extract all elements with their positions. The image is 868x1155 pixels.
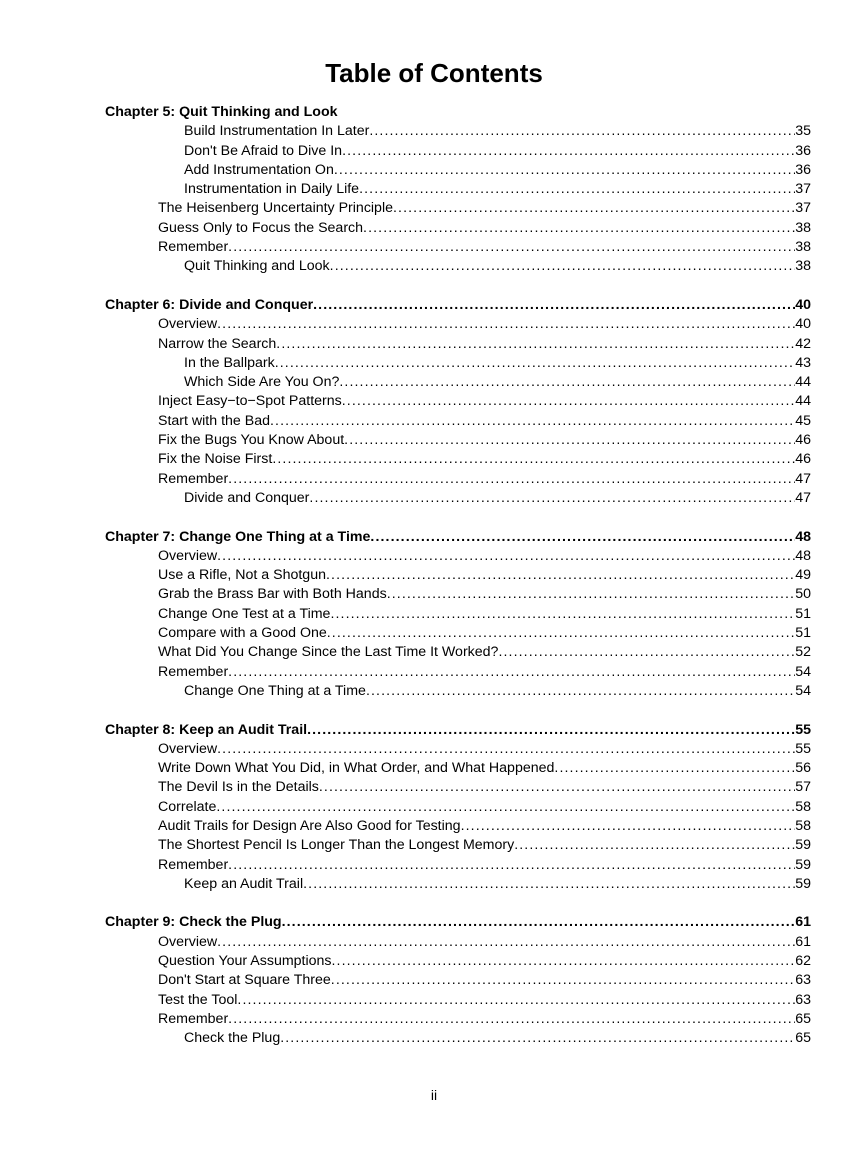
toc-page-number: 65 bbox=[795, 1030, 811, 1047]
dot-leader bbox=[313, 296, 795, 315]
toc-page-number: 65 bbox=[795, 1010, 811, 1027]
toc-entry-label: Check the Plug bbox=[184, 1030, 281, 1047]
toc-entry-label: Don't Start at Square Three bbox=[158, 972, 331, 989]
toc-page-number: 51 bbox=[795, 605, 811, 622]
dot-leader bbox=[334, 161, 795, 180]
toc-page-number: 38 bbox=[795, 258, 811, 275]
toc-entry-label: Chapter 7: Change One Thing at a Time bbox=[105, 528, 371, 545]
toc-page-number: 54 bbox=[795, 663, 811, 680]
toc-page-number: 62 bbox=[795, 953, 811, 970]
toc-section-entry[interactable] bbox=[0, 470, 868, 489]
dot-leader bbox=[393, 199, 795, 218]
toc-section-entry[interactable] bbox=[0, 412, 868, 431]
toc-section-entry[interactable] bbox=[0, 991, 868, 1010]
toc-entry-label: Audit Trails for Design Are Also Good for Testing bbox=[158, 817, 461, 834]
toc-entry-label: Overview bbox=[158, 740, 218, 757]
toc-page-number: 58 bbox=[795, 817, 811, 834]
toc-entry-label: The Devil Is in the Details bbox=[158, 779, 319, 796]
toc-entry-label: Add Instrumentation On bbox=[184, 161, 334, 178]
toc-page-number: 35 bbox=[795, 123, 811, 140]
dot-leader bbox=[332, 952, 796, 971]
toc-section-entry[interactable] bbox=[0, 238, 868, 257]
dot-leader bbox=[275, 354, 796, 373]
toc-page-number: 59 bbox=[795, 856, 811, 873]
chapter-spacer bbox=[0, 701, 868, 720]
dot-leader bbox=[276, 335, 795, 354]
dot-leader bbox=[461, 817, 796, 836]
dot-leader bbox=[309, 489, 795, 508]
toc-section-entry[interactable] bbox=[0, 547, 868, 566]
toc-entry-label: Chapter 8: Keep an Audit Trail bbox=[105, 721, 308, 738]
toc-section-entry[interactable] bbox=[0, 392, 868, 411]
page-title: Table of Contents bbox=[325, 58, 543, 88]
dot-leader bbox=[344, 431, 795, 450]
dot-leader bbox=[228, 856, 795, 875]
toc-page-number: 56 bbox=[795, 760, 811, 777]
dot-leader bbox=[303, 875, 795, 894]
toc-entry-label: Grab the Brass Bar with Both Hands bbox=[158, 586, 387, 603]
toc-page-number: 59 bbox=[795, 837, 811, 854]
toc-page-number: 45 bbox=[795, 412, 811, 429]
toc-entry-label: Quit Thinking and Look bbox=[184, 258, 330, 275]
toc-subsection-entry[interactable] bbox=[0, 875, 868, 894]
toc-entry-label: Chapter 5: Quit Thinking and Look bbox=[105, 104, 338, 120]
toc-section-entry[interactable] bbox=[0, 952, 868, 971]
toc-entry-label: Chapter 9: Check the Plug bbox=[105, 914, 282, 931]
toc-page-number: 47 bbox=[795, 489, 811, 506]
toc-page-number: 44 bbox=[795, 374, 811, 391]
toc-page-number: 36 bbox=[795, 161, 811, 178]
dot-leader bbox=[217, 740, 795, 759]
toc-entry-label: Fix the Noise First bbox=[158, 451, 273, 468]
toc-entry-label: Write Down What You Did, in What Order, and What Happened bbox=[158, 760, 555, 777]
toc-section-entry[interactable] bbox=[0, 836, 868, 855]
toc-entry-label: Narrow the Search bbox=[158, 335, 277, 352]
toc-page-number: 61 bbox=[795, 914, 811, 931]
toc-page-number: 57 bbox=[795, 779, 811, 796]
toc-entry-label: Remember bbox=[158, 663, 229, 680]
page-number-footer: ii bbox=[430, 1087, 438, 1103]
dot-leader bbox=[216, 798, 795, 817]
toc-section-entry[interactable] bbox=[0, 605, 868, 624]
toc-page-number: 46 bbox=[795, 451, 811, 468]
toc-section-entry[interactable] bbox=[0, 431, 868, 450]
toc-entry-label: What Did You Change Since the Last Time It Worked? bbox=[158, 644, 499, 661]
toc-chapter-entry[interactable] bbox=[0, 103, 868, 122]
toc-entry-label: Overview bbox=[158, 933, 218, 950]
toc-page-number: 42 bbox=[795, 335, 811, 352]
toc-entry-label: Keep an Audit Trail bbox=[184, 875, 304, 892]
toc-page-number: 40 bbox=[795, 296, 811, 313]
chapter-spacer bbox=[0, 508, 868, 527]
toc-entry-label: Compare with a Good One bbox=[158, 625, 327, 642]
toc-page-number: 61 bbox=[795, 933, 811, 950]
toc-subsection-entry[interactable] bbox=[0, 1029, 868, 1048]
toc-entry-label: In the Ballpark bbox=[184, 354, 275, 371]
dot-leader bbox=[217, 933, 795, 952]
dot-leader bbox=[342, 142, 795, 161]
toc-entry-label: Build Instrumentation In Later bbox=[184, 123, 370, 140]
dot-leader bbox=[228, 1010, 795, 1029]
dot-leader bbox=[366, 682, 795, 701]
toc-chapter-entry[interactable] bbox=[0, 528, 868, 547]
toc-entry-label: Test the Tool bbox=[158, 991, 238, 1008]
toc-entry-label: Remember bbox=[158, 856, 229, 873]
toc-subsection-entry[interactable] bbox=[0, 180, 868, 199]
toc-page-number: 58 bbox=[795, 798, 811, 815]
toc-page-number: 40 bbox=[795, 316, 811, 333]
toc-entry-label: Remember bbox=[158, 1010, 229, 1027]
dot-leader bbox=[331, 971, 795, 990]
chapter-spacer bbox=[0, 277, 868, 296]
toc-section-entry[interactable] bbox=[0, 199, 868, 218]
toc-entry-label: Use a Rifle, Not a Shotgun bbox=[158, 567, 326, 584]
toc-section-entry[interactable] bbox=[0, 585, 868, 604]
dot-leader bbox=[307, 721, 795, 740]
toc-page-number: 38 bbox=[795, 239, 811, 256]
toc-entry-label: Change One Test at a Time bbox=[158, 605, 331, 622]
dot-leader bbox=[339, 373, 795, 392]
toc-section-entry[interactable] bbox=[0, 798, 868, 817]
toc-section-entry[interactable] bbox=[0, 315, 868, 334]
toc-entry-label: Divide and Conquer bbox=[184, 489, 310, 506]
dot-leader bbox=[228, 238, 795, 257]
toc-entry-label: Fix the Bugs You Know About bbox=[158, 432, 345, 449]
toc-entry-label: Overview bbox=[158, 316, 218, 333]
toc-page-number: 44 bbox=[795, 393, 811, 410]
toc-subsection-entry[interactable] bbox=[0, 142, 868, 161]
toc-section-entry[interactable] bbox=[0, 856, 868, 875]
dot-leader bbox=[237, 991, 795, 1010]
toc-page-number: 59 bbox=[795, 875, 811, 892]
toc-page-number: 49 bbox=[795, 567, 811, 584]
toc-section-entry[interactable] bbox=[0, 817, 868, 836]
dot-leader bbox=[280, 1029, 795, 1048]
toc-subsection-entry[interactable] bbox=[0, 489, 868, 508]
dot-leader bbox=[370, 528, 795, 547]
toc-section-entry[interactable] bbox=[0, 740, 868, 759]
toc-entry-label: Guess Only to Focus the Search bbox=[158, 219, 364, 236]
dot-leader bbox=[228, 663, 795, 682]
toc-page-number: 38 bbox=[795, 219, 811, 236]
toc-entry-label: The Heisenberg Uncertainty Principle bbox=[158, 200, 393, 217]
dot-leader bbox=[319, 778, 795, 797]
toc-section-entry[interactable] bbox=[0, 643, 868, 662]
toc-page-number: 36 bbox=[795, 142, 811, 159]
toc-entry-label: Remember bbox=[158, 470, 229, 487]
toc-section-entry[interactable] bbox=[0, 1010, 868, 1029]
dot-leader bbox=[272, 450, 795, 469]
toc-page-number: 43 bbox=[795, 354, 811, 371]
toc-section-entry[interactable] bbox=[0, 450, 868, 469]
dot-leader bbox=[387, 585, 796, 604]
toc-section-entry[interactable] bbox=[0, 624, 868, 643]
toc-entry-label: Overview bbox=[158, 547, 218, 564]
dot-leader bbox=[327, 624, 795, 643]
toc-entry-label: Which Side Are You On? bbox=[184, 374, 340, 391]
toc-subsection-entry[interactable] bbox=[0, 354, 868, 373]
toc-entry-label: Chapter 6: Divide and Conquer bbox=[105, 296, 314, 313]
toc-page-number: 63 bbox=[795, 972, 811, 989]
toc-page-number: 50 bbox=[795, 586, 811, 603]
toc-page-number: 46 bbox=[795, 432, 811, 449]
toc-section-entry[interactable] bbox=[0, 971, 868, 990]
toc-page-number: 37 bbox=[795, 200, 811, 217]
toc-page-number: 63 bbox=[795, 991, 811, 1008]
toc-subsection-entry[interactable] bbox=[0, 161, 868, 180]
dot-leader bbox=[342, 392, 795, 411]
toc-entry-label: Inject Easy−to−Spot Patterns bbox=[158, 393, 342, 410]
toc-entry-label: Instrumentation in Daily Life bbox=[184, 181, 360, 198]
toc-page-number: 51 bbox=[795, 625, 811, 642]
dot-leader bbox=[282, 913, 796, 932]
toc-entry-label: Start with the Bad bbox=[158, 412, 270, 429]
dot-leader bbox=[554, 759, 795, 778]
dot-leader bbox=[228, 470, 795, 489]
toc-section-entry[interactable] bbox=[0, 933, 868, 952]
toc-page-number: 52 bbox=[795, 644, 811, 661]
toc-page-number: 48 bbox=[795, 547, 811, 564]
toc-section-entry[interactable] bbox=[0, 219, 868, 238]
toc-section-entry[interactable] bbox=[0, 566, 868, 585]
toc-entry-label: Change One Thing at a Time bbox=[184, 682, 366, 699]
toc-section-entry[interactable] bbox=[0, 663, 868, 682]
toc-page-number: 54 bbox=[795, 682, 811, 699]
toc-subsection-entry[interactable] bbox=[0, 122, 868, 141]
toc-chapter-entry[interactable] bbox=[0, 296, 868, 315]
toc-entry-label: Remember bbox=[158, 239, 229, 256]
dot-leader bbox=[363, 219, 795, 238]
chapter-spacer bbox=[0, 894, 868, 913]
dot-leader bbox=[330, 257, 796, 276]
toc-section-entry[interactable] bbox=[0, 778, 868, 797]
toc-page-number: 48 bbox=[795, 528, 811, 545]
toc-chapter-entry[interactable] bbox=[0, 721, 868, 740]
dot-leader bbox=[369, 122, 795, 141]
toc-subsection-entry[interactable] bbox=[0, 682, 868, 701]
toc-entry-label: Don't Be Afraid to Dive In bbox=[184, 142, 343, 159]
table-of-contents bbox=[0, 103, 868, 1049]
toc-page-number: 37 bbox=[795, 181, 811, 198]
dot-leader bbox=[498, 643, 795, 662]
dot-leader bbox=[217, 315, 795, 334]
dot-leader bbox=[330, 605, 795, 624]
dot-leader bbox=[270, 412, 795, 431]
toc-entry-label: The Shortest Pencil Is Longer Than the Longest Memory bbox=[158, 837, 515, 854]
toc-subsection-entry[interactable] bbox=[0, 257, 868, 276]
dot-leader bbox=[326, 566, 795, 585]
toc-subsection-entry[interactable] bbox=[0, 373, 868, 392]
toc-entry-label: Question Your Assumptions bbox=[158, 953, 332, 970]
toc-chapter-entry[interactable] bbox=[0, 913, 868, 932]
toc-page-number: 55 bbox=[795, 721, 811, 738]
dot-leader bbox=[217, 547, 795, 566]
toc-section-entry[interactable] bbox=[0, 759, 868, 778]
toc-page-number: 55 bbox=[795, 740, 811, 757]
toc-section-entry[interactable] bbox=[0, 335, 868, 354]
toc-entry-label: Correlate bbox=[158, 798, 217, 815]
toc-page-number: 47 bbox=[795, 470, 811, 487]
dot-leader bbox=[514, 836, 795, 855]
dot-leader bbox=[359, 180, 795, 199]
